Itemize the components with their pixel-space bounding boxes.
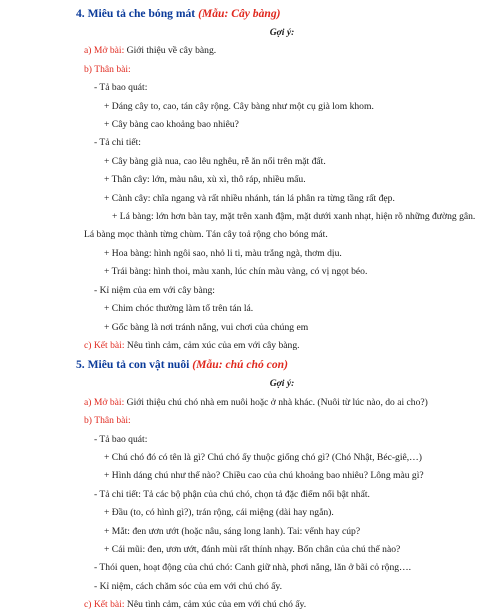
s5-chi-tiet-3: + Cái mũi: đen, ươn ướt, đánh mùi rất thính nhạy. Bốn chân của chú thế nào? — [104, 543, 401, 555]
section-4-model: (Mẫu: Cây bàng) — [198, 7, 281, 20]
s4-ta-bao-quat: - Tả bao quát: — [94, 82, 148, 94]
s4-ta-chi-tiet: - Tả chi tiết: — [94, 137, 141, 149]
s5-chi-tiet-2: + Mắt: đen ươn ướt (hoặc nâu, sáng long lanh). Tai: vểnh hay cúp? — [104, 525, 361, 537]
s5-than-bai-label: b) Thân bài: — [84, 415, 131, 427]
section-4-goi-y: Gợi ý: — [269, 27, 295, 38]
section-4-title — [76, 4, 480, 24]
section-5-goi-y: Gợi ý: — [269, 378, 295, 390]
s5-ket-bai-text: Nêu tình cảm, cảm xúc của em với chú chó ấy. — [124, 599, 307, 611]
s5-ket-bai — [84, 596, 480, 614]
s5-bao-quat-1: + Chú chó đó có tên là gì? Chú chó ấy thuộc giống chó gì? (Chó Nhật, Béc-giê,…) — [104, 451, 422, 463]
s4-ket-bai-label: c) Kết bài: — [84, 339, 125, 351]
s4-chi-tiet-3: + Cành cây: chĩa ngang và rất nhiều nhánh, tán lá phân ra từng tầng rất đẹp. — [104, 192, 395, 204]
s5-ket-bai-label: c) Kết bài: — [84, 599, 125, 611]
s4-chi-tiet-2: + Thân cây: lớn, màu nâu, xù xì, thô ráp, nhiều mấu. — [104, 174, 306, 186]
section-5-model: (Mẫu: chú chó con) — [192, 358, 288, 372]
s4-ket-bai-text: Nêu tình cảm, cảm xúc của em với cây bàng. — [124, 339, 300, 351]
s4-ket-bai — [84, 337, 480, 355]
s5-mo-bai-label: a) Mở bài: — [84, 396, 125, 408]
s4-chi-tiet-6: + Trái bàng: hình thoi, màu xanh, lúc chín màu vàng, có vị ngọt béo. — [104, 266, 368, 278]
s5-bao-quat-2: + Hình dáng chú như thế nào? Chiều cao của chú khoảng bao nhiêu? Lông màu gì? — [104, 470, 424, 482]
s4-mo-bai-text: Giới thiệu về cây bàng. — [124, 45, 217, 57]
s5-mo-bai-text: Giới thiệu chú chó nhà em nuôi hoặc ở nhà khác. (Nuôi từ lúc nào, do ai cho?) — [124, 396, 428, 408]
s4-than-bai-label: b) Thân bài: — [84, 63, 131, 75]
s4-ki-niem-2: + Gốc bàng là nơi tránh nắng, vui chơi của chúng em — [104, 321, 309, 333]
s4-bao-quat-1: + Dáng cây to, cao, tán cây rộng. Cây bàng như một cụ già lom khom. — [104, 100, 374, 112]
s5-mo-bai — [84, 394, 480, 412]
section-5-heading: 5. Miêu tả con vật nuôi — [76, 358, 190, 372]
s4-ki-niem-1: + Chim chóc thường làm tổ trên tán lá. — [104, 303, 254, 315]
s4-chi-tiet-5: + Hoa bàng: hình ngôi sao, nhỏ li ti, màu trắng ngà, thơm dịu. — [104, 247, 342, 259]
s4-mo-bai-label: a) Mở bài: — [84, 45, 125, 57]
s5-ta-chi-tiet: - Tả chi tiết: Tả các bộ phận của chú chó, chọn tả đặc điểm nổi bật nhất. — [94, 488, 370, 500]
s5-chi-tiet-1: + Đầu (to, có hình gì?), trán rộng, cái miệng (dài hay ngắn). — [104, 507, 334, 519]
s4-chi-tiet-4: + Lá bàng: lớn hơn bàn tay, mặt trên xanh đậm, mặt dưới xanh nhạt, hiện rõ những đường gân. Lá bàng mọc thành từng chùm. Tán cây toả rộng cho bóng mát. — [84, 211, 476, 241]
s4-mo-bai — [84, 42, 480, 60]
s4-ki-niem: - Kỉ niệm của em với cây bàng: — [94, 284, 215, 296]
section-4-heading: 4. Miêu tả che bóng mát — [76, 7, 196, 20]
s4-chi-tiet-1: + Cây bàng già nua, cao lêu nghêu, rễ ăn nổi trên mặt đất. — [104, 155, 326, 167]
s4-bao-quat-2: + Cây bàng cao khoảng bao nhiêu? — [104, 119, 239, 131]
s5-ki-niem: - Kỉ niệm, cách chăm sóc của em với chú chó ấy. — [94, 580, 282, 592]
section-5-title — [76, 355, 480, 375]
s5-thoi-quen: - Thói quen, hoạt động của chú chó: Canh giữ nhà, phơi nắng, lăn ở bãi cỏ rộng…. — [94, 562, 412, 574]
s5-ta-bao-quat: - Tả bao quát: — [94, 433, 148, 445]
